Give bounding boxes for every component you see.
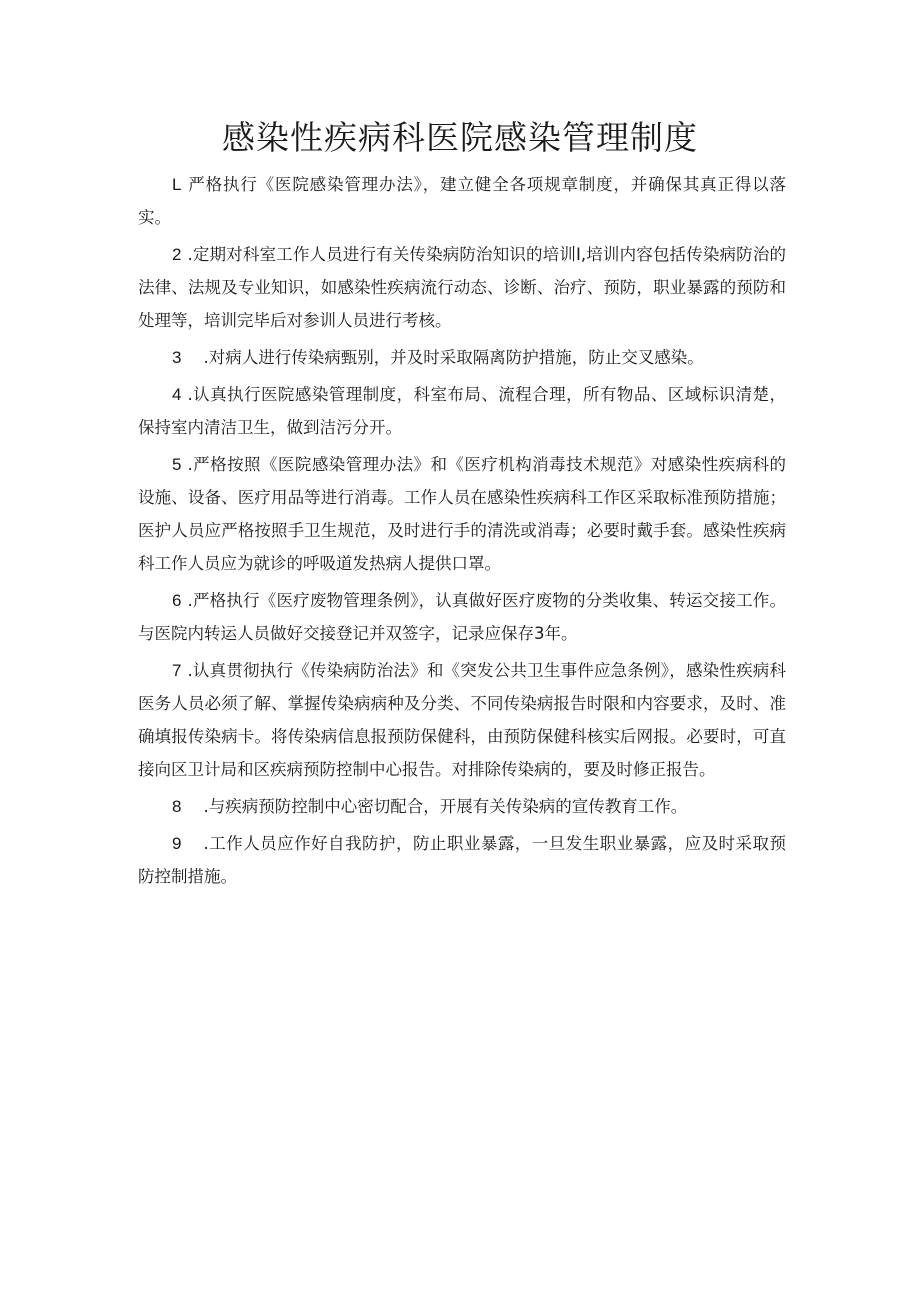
paragraph-1 (138, 168, 786, 234)
paragraph-number: 3 (172, 348, 182, 367)
paragraph-8 (138, 790, 786, 823)
paragraph-2 (138, 238, 786, 337)
paragraph-number: 7 (172, 661, 182, 680)
paragraph-text: .严格按照《医院感染管理办法》和《医疗机构消毒技术规范》对感染性疾病科的设施、设备、医疗用品等进行消毒。工作人员在感染性疾病科工作区采取标准预防措施；医护人员应严格按照手卫生规范，及时进行手的清洗或消毒；必要时戴手套。感染性疾病科工作人员应为就诊的呼吸道发热病人提供口罩。 (138, 455, 786, 573)
paragraph-4 (138, 378, 786, 444)
paragraph-number: 8 (172, 797, 182, 816)
paragraph-number: 2 (172, 245, 182, 264)
paragraph-7 (138, 654, 786, 786)
document-body (138, 168, 786, 897)
paragraph-number: 4 (172, 385, 182, 404)
paragraph-text: .认真执行医院感染管理制度，科室布局、流程合理，所有物品、区域标识清楚，保持室内清洁卫生，做到洁污分开。 (138, 385, 786, 437)
paragraph-text: .工作人员应作好自我防护，防止职业暴露，一旦发生职业暴露，应及时采取预防控制措施。 (138, 834, 786, 886)
paragraph-9 (138, 827, 786, 893)
paragraph-6 (138, 584, 786, 650)
paragraph-text: .认真贯彻执行《传染病防治法》和《突发公共卫生事件应急条例》，感染性疾病科医务人员必须了解、掌握传染病病种及分类、不同传染病报告时限和内容要求，及时、准确填报传染病卡。将传染病信息报预防保健科，由预防保健科核实后网报。必要时，可直接向区卫计局和区疾病预防控制中心报告。对排除传染病的，要及时修正报告。 (138, 661, 786, 779)
paragraph-text: .对病人进行传染病甄别，并及时采取隔离防护措施，防止交叉感染。 (203, 348, 704, 367)
document-title: 感染性疾病科医院感染管理制度 (222, 118, 698, 157)
paragraph-number: 9 (172, 834, 182, 853)
paragraph-number: 6 (172, 591, 182, 610)
paragraph-text: .严格执行《医疗废物管理条例》，认真做好医疗废物的分类收集、转运交接工作。与医院内转运人员做好交接登记并双签字，记录应保存3年。 (138, 591, 786, 643)
paragraph-number: 5 (172, 455, 182, 474)
paragraph-text: .与疾病预防控制中心密切配合，开展有关传染病的宣传教育工作。 (203, 797, 688, 816)
paragraph-5 (138, 448, 786, 580)
paragraph-text: .定期对科室工作人员进行有关传染病防治知识的培训I,培训内容包括传染病防治的法律、法规及专业知识，如感染性疾病流行动态、诊断、治疗、预防，职业暴露的预防和处理等，培训完毕后对参训人员进行考核。 (138, 245, 786, 330)
paragraph-text: 严格执行《医院感染管理办法》，建立健全各项规章制度，并确保其真正得以落实。 (138, 175, 786, 227)
paragraph-number: L (172, 175, 182, 194)
paragraph-3 (138, 341, 786, 374)
